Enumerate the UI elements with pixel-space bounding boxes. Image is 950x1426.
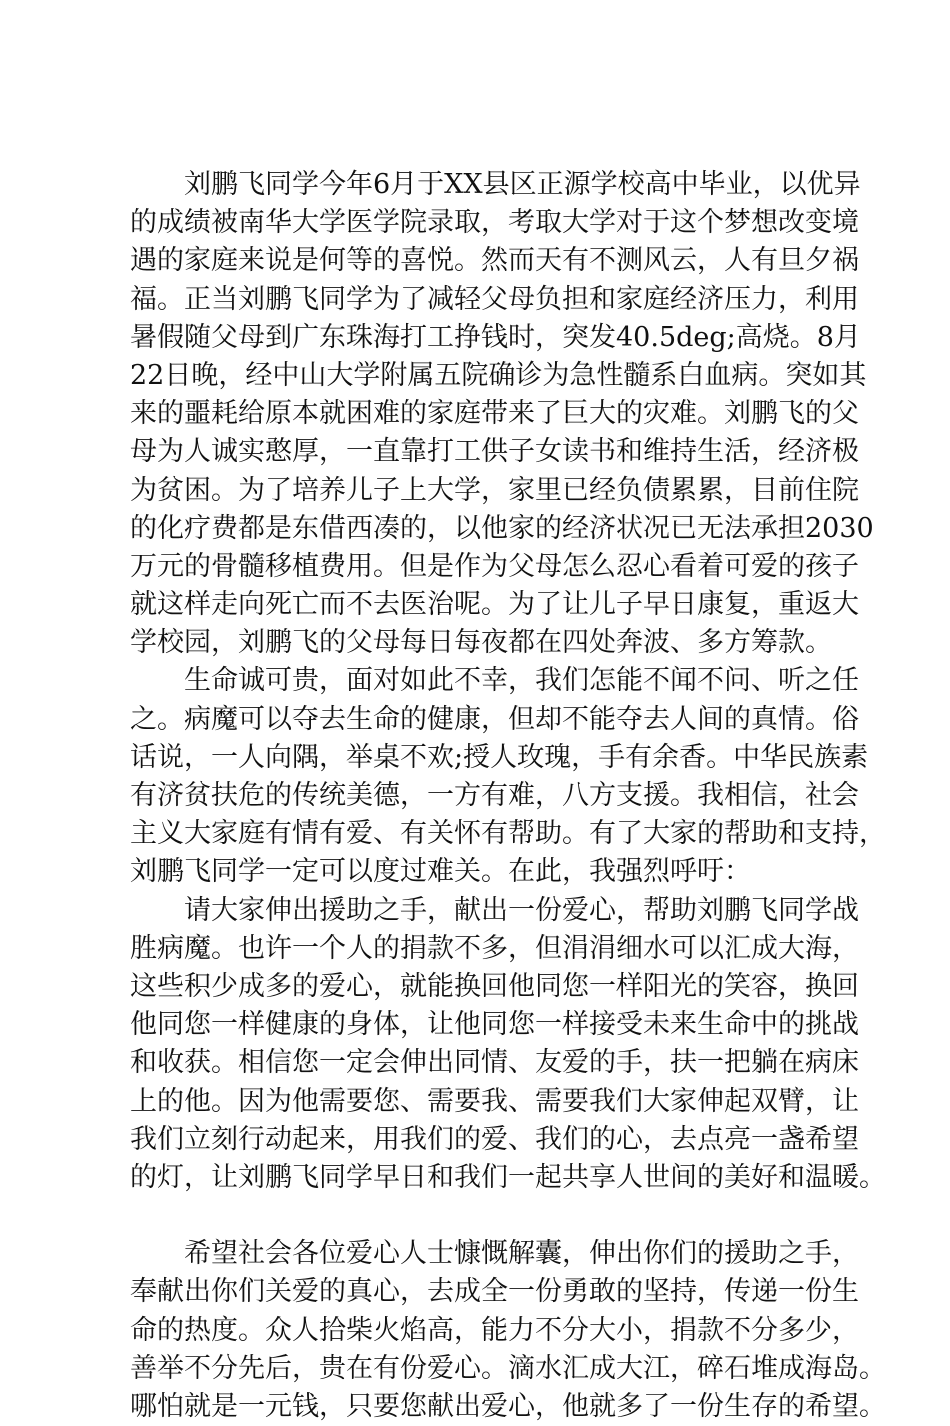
paragraph-line: 善举不分先后，贵在有份爱心。滴水汇成大江，碎石堆成海岛。 (130, 1352, 886, 1384)
paragraph-line: 为贫困。为了培养儿子上大学，家里已经负债累累，目前住院 (130, 474, 859, 506)
paragraph-line: 万元的骨髓移植费用。但是作为父母怎么忍心看着可爱的孩子 (130, 550, 859, 582)
paragraph-line: 有济贫扶危的传统美德，一方有难，八方支援。我相信，社会 (130, 780, 859, 811)
paragraph-line: 遇的家庭来说是何等的喜悦。然而天有不测风云，人有旦夕祸 (130, 245, 859, 277)
paragraph-line: 刘鹏飞同学一定可以度过难关。在此，我强烈呼吁： (130, 856, 751, 888)
paragraph-1 (130, 166, 874, 662)
paragraph-line: 之。病魔可以夺去生命的健康，但却不能夺去人间的真情。俗 (130, 703, 859, 735)
paragraph-line: 这些积少成多的爱心，就能换回他同您一样阳光的笑容，换回 (130, 970, 859, 1002)
paragraph-line: 命的热度。众人拾柴火焰高，能力不分大小，捐款不分多少， (130, 1314, 859, 1346)
paragraph-4 (130, 1235, 886, 1426)
paragraph-line: 母为人诚实憨厚，一直靠打工供子女读书和维持生活，经济极 (130, 436, 859, 468)
document-body (130, 166, 886, 1426)
paragraph-line: 希望社会各位爱心人士慷慨解囊，伸出你们的援助之手， (184, 1238, 859, 1270)
paragraph-line: 来的噩耗给原本就困难的家庭带来了巨大的灾难。刘鹏飞的父 (130, 398, 859, 430)
paragraph-line: 上的他。因为他需要您、需要我、需要我们大家伸起双臂，让 (130, 1085, 859, 1117)
paragraph-line: 请大家伸出援助之手，献出一份爱心，帮助刘鹏飞同学战 (184, 894, 859, 926)
paragraph-line: 的灯，让刘鹏飞同学早日和我们一起共享人世间的美好和温暖。 (130, 1161, 886, 1193)
paragraph-line: 和收获。相信您一定会伸出同情、友爱的手，扶一把躺在病床 (130, 1047, 859, 1079)
paragraph-3 (130, 892, 886, 1198)
paragraph-line: 的化疗费都是东借西凑的，以他家的经济状况已无法承担2030 (130, 512, 874, 544)
paragraph-line: 刘鹏飞同学今年6月于XX县区正源学校高中毕业，以优异 (184, 169, 861, 200)
paragraph-spacer (130, 1197, 850, 1235)
paragraph-line: 的成绩被南华大学医学院录取，考取大学对于这个梦想改变境 (130, 207, 859, 239)
paragraph-line: 奉献出你们关爱的真心，去成全一份勇敢的坚持，传递一份生 (130, 1276, 859, 1308)
paragraph-line: 他同您一样健康的身体，让他同您一样接受未来生命中的挑战 (130, 1009, 859, 1041)
paragraph-line: 生命诚可贵，面对如此不幸，我们怎能不闻不问、听之任 (184, 665, 859, 697)
paragraph-line: 话说，一人向隅，举桌不欢;授人玫瑰，手有余香。中华民族素 (130, 741, 869, 773)
paragraph-line: 22日晚，经中山大学附属五院确诊为急性髓系白血病。突如其 (130, 359, 867, 391)
paragraph-line: 我们立刻行动起来，用我们的爱、我们的心，去点亮一盏希望 (130, 1123, 859, 1155)
paragraph-line: 主义大家庭有情有爱、有关怀有帮助。有了大家的帮助和支持， (130, 818, 886, 850)
paragraph-line: 胜病魔。也许一个人的捐款不多，但涓涓细水可以汇成大海， (130, 932, 859, 964)
paragraph-2 (130, 662, 886, 891)
paragraph-line: 暑假随父母到广东珠海打工挣钱时，突发40.5deg;高烧。8月 (130, 321, 861, 353)
paragraph-line: 哪怕就是一元钱，只要您献出爱心，他就多了一份生存的希望。 (130, 1391, 886, 1422)
paragraph-line: 就这样走向死亡而不去医治呢。为了让儿子早日康复，重返大 (130, 589, 859, 621)
paragraph-line: 学校园，刘鹏飞的父母每日每夜都在四处奔波、多方筹款。 (130, 627, 832, 659)
paragraph-line: 福。正当刘鹏飞同学为了减轻父母负担和家庭经济压力，利用 (130, 283, 859, 315)
